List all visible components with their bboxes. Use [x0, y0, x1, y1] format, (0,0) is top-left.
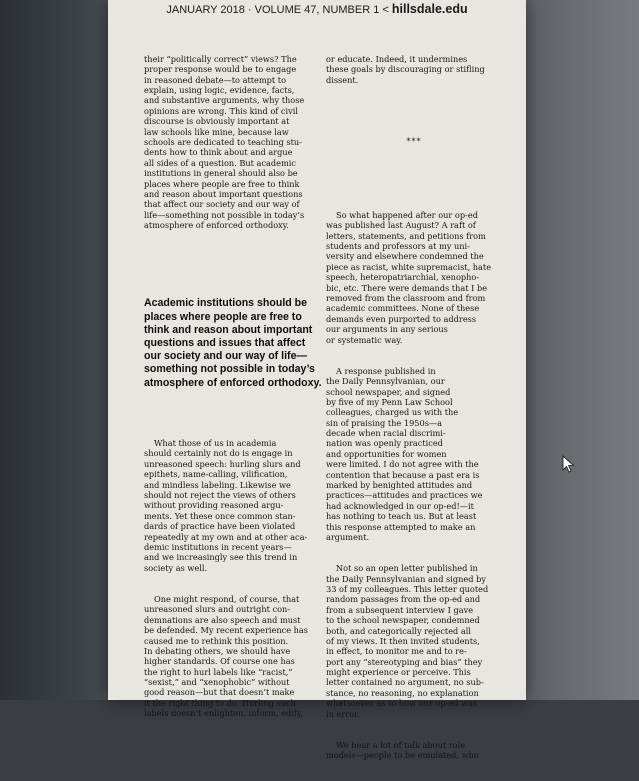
text-line: our arguments in any serious	[326, 324, 448, 335]
text-line: the Daily Pennsylvanian and signed by	[326, 573, 486, 584]
text-line: marked by benighted attitudes and	[326, 480, 473, 491]
text-line: and mindless labeling. Likewise we	[144, 479, 291, 490]
text-line: We hear a lot of talk about role	[336, 739, 466, 750]
text-line: ments. Yet these once common stan-	[144, 510, 296, 521]
text-line: letter contained no argument, no sub-	[326, 677, 484, 688]
text-line: or educate. Indeed, it undermines	[326, 53, 468, 64]
text-line: good reason—but that doesn’t make	[144, 687, 295, 698]
text-line: What those of us in academia	[154, 438, 277, 449]
text-line: institutions in general should also be	[144, 168, 298, 179]
text-line: One might respond, of course, that	[154, 593, 300, 604]
text-line: proper response would be to engage	[144, 64, 297, 75]
text-line: was published last August? A raft of	[326, 220, 476, 231]
site-link[interactable]: hillsdale.edu	[391, 2, 468, 16]
text-line: bic, etc. There were demands that I be	[326, 282, 488, 293]
text-line: and we increasingly see this trend in	[144, 552, 298, 563]
text-line: in error.	[326, 708, 360, 719]
text-line: without providing reasoned argu-	[144, 500, 284, 511]
paragraph	[144, 594, 312, 719]
text-line: dissent.	[326, 74, 359, 85]
text-line: removed from the classroom and from	[326, 292, 486, 303]
background-left	[0, 0, 110, 700]
text-line: demnations are also speech and must	[144, 614, 301, 625]
text-line: our society and our way of life—	[144, 350, 308, 363]
text-line: speech, heteropatriarchial, xenopho-	[326, 272, 480, 283]
text-line: letters, statements, and petitions from	[326, 230, 486, 241]
paragraph	[144, 54, 312, 231]
text-line: piece as racist, white supremacist, hate	[326, 261, 492, 272]
text-line: it the right thing to do. Hurling such	[144, 697, 296, 708]
text-line: dards of practice have been violated	[144, 521, 296, 532]
paragraph	[326, 740, 502, 761]
text-line: practices—attitudes and practices we	[326, 490, 483, 501]
blank-line	[326, 106, 502, 116]
text-line: epithets, name-calling, vilification,	[144, 469, 288, 480]
text-line: demands even purported to address	[326, 313, 477, 324]
text-line: argument.	[326, 531, 370, 542]
text-line: something not possible in today’s	[144, 363, 315, 376]
text-line: places where people are free to think	[144, 178, 300, 189]
mouse-cursor-icon	[562, 455, 576, 473]
text-line: that affect our society and our way of	[144, 199, 300, 210]
text-line: 33 of my colleagues. This letter quoted	[326, 583, 489, 594]
text-line: “sexist,” and “xenophobic” without	[144, 677, 290, 688]
text-line: demic institutions in recent years—	[144, 541, 292, 552]
text-line: decade when racial discrimi-	[326, 428, 446, 439]
text-line: be defended. My recent experience has	[144, 625, 309, 636]
text-line: society as well.	[144, 562, 208, 573]
text-line: from a subsequent interview I gave	[326, 604, 474, 615]
text-line: stance, no reasoning, no explanation	[326, 687, 479, 698]
text-line: places where people are free to	[144, 310, 302, 323]
text-line: versity and elsewhere condemned the	[326, 251, 484, 262]
section-separator: ***	[406, 137, 422, 146]
text-line: discourse is obviously important at	[144, 116, 290, 127]
text-line: schools are dedicated to teaching stu-	[144, 136, 302, 147]
text-line: labels doesn’t enlighten, inform, edify,	[144, 708, 304, 719]
text-line: has nothing to teach us. But at least	[326, 511, 477, 522]
paragraph	[326, 563, 502, 719]
text-line: life—something not possible in today’s	[144, 209, 305, 220]
text-line: unreasoned speech: hurling slurs and	[144, 458, 301, 469]
text-line: their “politically correct” views? The	[144, 53, 297, 64]
text-line: nation was openly practiced	[326, 438, 443, 449]
paragraph	[326, 54, 502, 85]
text-line: of my views. It then invited students,	[326, 635, 480, 646]
text-line: Not so an open letter published in	[336, 563, 478, 574]
text-line: higher standards. Of course one has	[144, 656, 295, 667]
text-line: by five of my Penn Law School	[326, 396, 453, 407]
text-line: port any “stereotyping and bias” they	[326, 656, 483, 667]
text-line: law schools like mine, because law	[144, 126, 289, 137]
text-line: caused me to rethink this position.	[144, 635, 289, 646]
text-line: and opportunities for women	[326, 448, 447, 459]
text-line: this response attempted to make an	[326, 521, 476, 532]
text-line: atmosphere of enforced orthodoxy.	[144, 220, 289, 231]
text-line: the right to hurl labels like “racist,”	[144, 666, 293, 677]
text-line: A response published in	[336, 365, 436, 376]
text-line: had acknowledged in our op-ed!—it	[326, 500, 474, 511]
text-line: questions and issues that affect	[144, 336, 306, 349]
text-line: students and professors at my uni-	[326, 241, 470, 251]
text-line: think and reason about important	[144, 323, 313, 336]
text-line: atmosphere of enforced orthodoxy.	[144, 376, 322, 389]
text-line: opinions are wrong. This kind of civil	[144, 105, 298, 116]
text-line: the Daily Pennsylvanian, our	[326, 376, 445, 387]
text-line: all sides of a question. But academic	[144, 157, 296, 168]
text-line: and substantive arguments, why those	[144, 95, 305, 106]
magazine-page	[108, 0, 526, 761]
page-header	[108, 2, 526, 16]
text-line: to the school newspaper, condemned	[326, 615, 480, 626]
text-line: random passages from the op-ed and	[326, 594, 481, 605]
text-line: explain, using logic, evidence, facts,	[144, 84, 295, 95]
blank-line	[326, 168, 502, 189]
text-line: both, and categorically rejected all	[326, 625, 472, 636]
text-line: Academic institutions should be	[144, 297, 308, 310]
text-line: sin of praising the 1950s—a	[326, 417, 442, 428]
text-line: should certainly not do is engage in	[144, 448, 293, 459]
text-line: or systematic way.	[326, 334, 403, 345]
text-line: repeatedly at my own and at other aca-	[144, 531, 308, 542]
issue-label: JANUARY 2018 · VOLUME 47, NUMBER 1 <	[166, 4, 392, 16]
text-line: and reason about important questions	[144, 188, 303, 199]
text-line: models—people to be emulated, who	[326, 750, 479, 761]
text-line: In debating others, we should have	[144, 645, 291, 656]
right-column	[326, 33, 502, 781]
text-line: whatsoever as to how our op-ed was	[326, 698, 478, 709]
text-line: might experience or perceive. This	[326, 667, 471, 678]
text-line: school newspaper, and signed	[326, 386, 451, 397]
text-line: in reasoned debate—to attempt to	[144, 74, 287, 85]
text-line: dents how to think about and argue	[144, 147, 293, 158]
text-line: unreasoned slurs and outright con-	[144, 604, 291, 615]
text-line: academic committees. None of these	[326, 303, 480, 314]
text-line: these goals by discouraging or stifling	[326, 64, 485, 75]
text-line: So what happened after our op-ed	[336, 209, 478, 220]
text-line: were limited. I do not agree with the	[326, 459, 479, 470]
text-line: in effect, to monitor me and to re-	[326, 646, 467, 657]
paragraph	[326, 366, 502, 543]
text-line: should not reject the views of others	[144, 490, 296, 501]
text-line: colleagues, charged us with the	[326, 407, 459, 418]
paragraph	[144, 438, 312, 573]
background-right	[526, 0, 639, 700]
text-line: contention that because a past era is	[326, 469, 480, 480]
paragraph	[326, 210, 502, 345]
